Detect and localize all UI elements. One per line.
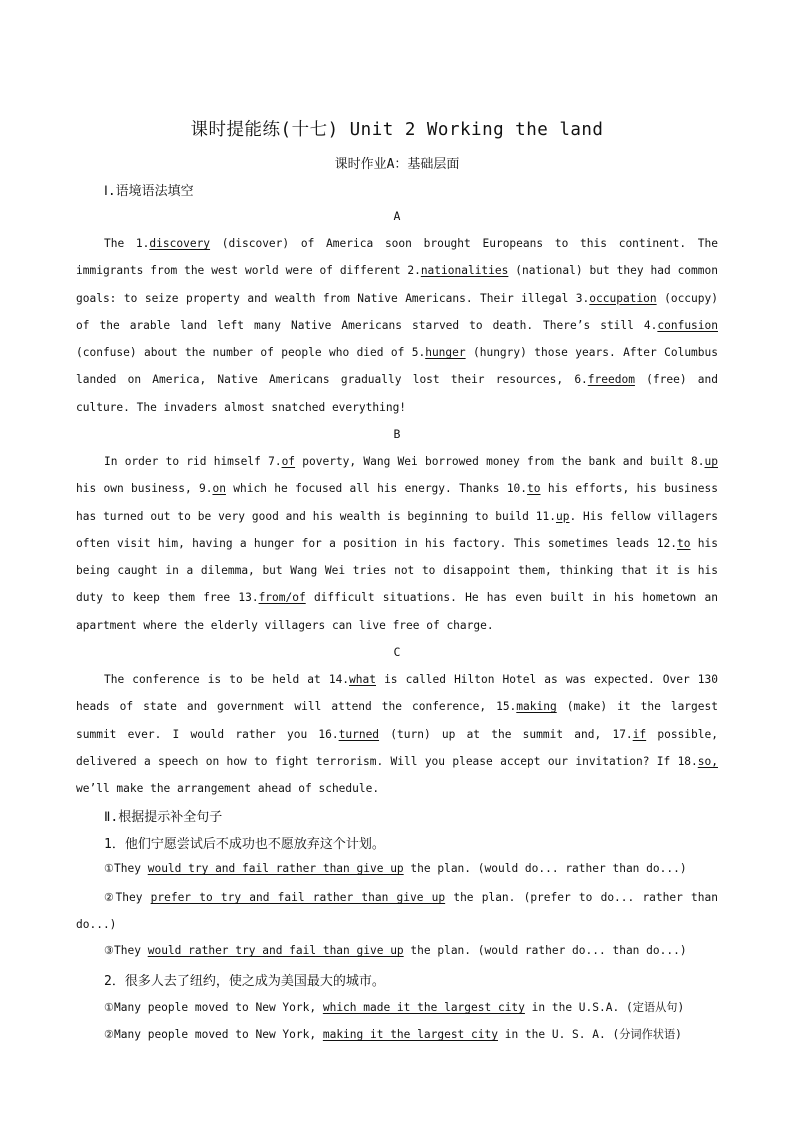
passage-text: (make) it the largest summit ever. I would rather you 16.: [76, 700, 718, 741]
answer-blank: occupation: [589, 291, 657, 305]
passage-text: his own business, 9.: [76, 482, 213, 496]
passage-c-label: C: [393, 645, 401, 659]
question-2-answer-2: [104, 1026, 718, 1042]
passage-b: [76, 448, 718, 639]
page-subtitle: 课时作业A：基础层面: [334, 157, 460, 172]
answer-blank: freedom: [587, 373, 635, 387]
passage-text: . His fellow villagers often visit him, having a hunger for a position in his factory. This sometimes leads 12.: [76, 509, 719, 550]
passage-text: poverty, Wang Wei borrowed money from the bank and built 8.: [295, 455, 705, 468]
answer-suffix: the plan. (would do... rather than do...): [403, 862, 687, 875]
answer-blank: turned: [338, 727, 380, 741]
passage-text: The conference is to be held at 14.: [104, 673, 350, 686]
answer-blank: prefer to try and fail rather than give up: [150, 891, 446, 904]
passage-text: (confuse) about the number of people who died of 5.: [76, 346, 426, 360]
answer-prefix: ②They: [104, 891, 151, 904]
passage-a: [76, 230, 718, 421]
answer-blank: if: [632, 727, 647, 741]
answer-blank: which made it the largest city: [322, 1001, 525, 1014]
answer-blank: making it the largest city: [322, 1028, 498, 1041]
question-2-answer-1: [104, 999, 718, 1015]
answer-suffix: in the U.S.A. (定语从句): [524, 1001, 685, 1014]
section-2-heading: Ⅱ.根据提示补全句子: [104, 810, 223, 825]
passage-text: difficult situations. He has even built in his hometown an apartment where the elderly villagers can live free of charge.: [76, 591, 718, 632]
passage-text: possible, delivered a speech on how to fight terrorism. Will you please accept our invitation? If 18.: [76, 727, 718, 768]
question-1-answer-2: [76, 884, 718, 939]
answer-blank: to: [527, 482, 541, 496]
answer-blank: from/of: [258, 591, 306, 605]
answer-blank: would rather try and fail than give up: [147, 944, 404, 957]
passage-b-label: B: [393, 427, 401, 441]
passage-text: (national) but they had common goals: to seize property and wealth from Native Americans. Their illegal 3.: [76, 264, 718, 305]
answer-blank: discovery: [149, 237, 211, 250]
passage-text: (discover) of America soon brought Europeans to this continent. The immigrants from the west world were of different 2.: [76, 237, 719, 278]
passage-text: his being caught in a dilemma, but Wang Wei tries not to disappoint them, thinking that it is his duty to keep them free 13.: [76, 536, 718, 605]
question-2-prompt: 2．很多人去了纽约，使之成为美国最大的城市。: [104, 974, 385, 989]
passage-c: [76, 666, 718, 802]
answer-blank: would try and fail rather than give up: [147, 862, 404, 875]
answer-blank: so,: [697, 754, 718, 768]
passage-text: (free) and culture. The invaders almost snatched everything!: [76, 373, 719, 414]
passage-text: (occupy) of the arable land left many Native Americans starved to death. There’s still 4.: [76, 291, 718, 332]
answer-blank: nationalities: [420, 264, 509, 278]
passage-text: which he focused all his energy. Thanks 10.: [225, 482, 528, 496]
passage-a-label: A: [393, 209, 401, 223]
answer-prefix: ①Many people moved to New York,: [104, 1001, 323, 1014]
passage-text: (hungry) those years. After Columbus landed on America, Native Americans gradually lost their resources, 6.: [76, 346, 718, 387]
question-1-answer-1: [104, 862, 718, 875]
answer-blank: what: [349, 673, 376, 686]
answer-suffix: in the U. S. A. (分词作状语): [497, 1028, 682, 1041]
passage-text: his efforts, his business has turned out to be very good and his wealth is beginning to build 11.: [76, 482, 718, 523]
passage-text: (turn) up at the summit and, 17.: [379, 727, 633, 741]
question-1-prompt: 1．他们宁愿尝试后不成功也不愿放弃这个计划。: [104, 837, 385, 852]
passage-text: we’ll make the arrangement ahead of schedule.: [76, 782, 380, 796]
page-title: 课时提能练(十七) Unit 2 Working the land: [190, 120, 604, 140]
passage-text: is called Hilton Hotel as was expected. Over 130 heads of state and government will attend the conference, 15.: [76, 673, 718, 714]
answer-blank: on: [212, 482, 226, 496]
answer-prefix: ①They: [104, 862, 148, 875]
answer-blank: up: [704, 455, 718, 468]
answer-blank: making: [516, 700, 557, 714]
answer-blank: of: [281, 455, 296, 468]
passage-text: In order to rid himself 7.: [104, 455, 282, 468]
passage-text: The 1.: [104, 237, 150, 250]
answer-suffix: the plan. (would rather do... than do...): [403, 944, 687, 957]
answer-suffix: the plan. (prefer to do... rather than do...): [76, 891, 718, 932]
answer-blank: up: [555, 509, 570, 523]
answer-blank: to: [677, 536, 691, 550]
answer-blank: confusion: [657, 318, 718, 332]
answer-prefix: ③They: [104, 944, 148, 957]
answer-blank: hunger: [425, 346, 466, 360]
answer-prefix: ②Many people moved to New York,: [104, 1028, 323, 1041]
section-1-heading: Ⅰ.语境语法填空: [104, 184, 194, 199]
question-1-answer-3: [104, 944, 718, 957]
